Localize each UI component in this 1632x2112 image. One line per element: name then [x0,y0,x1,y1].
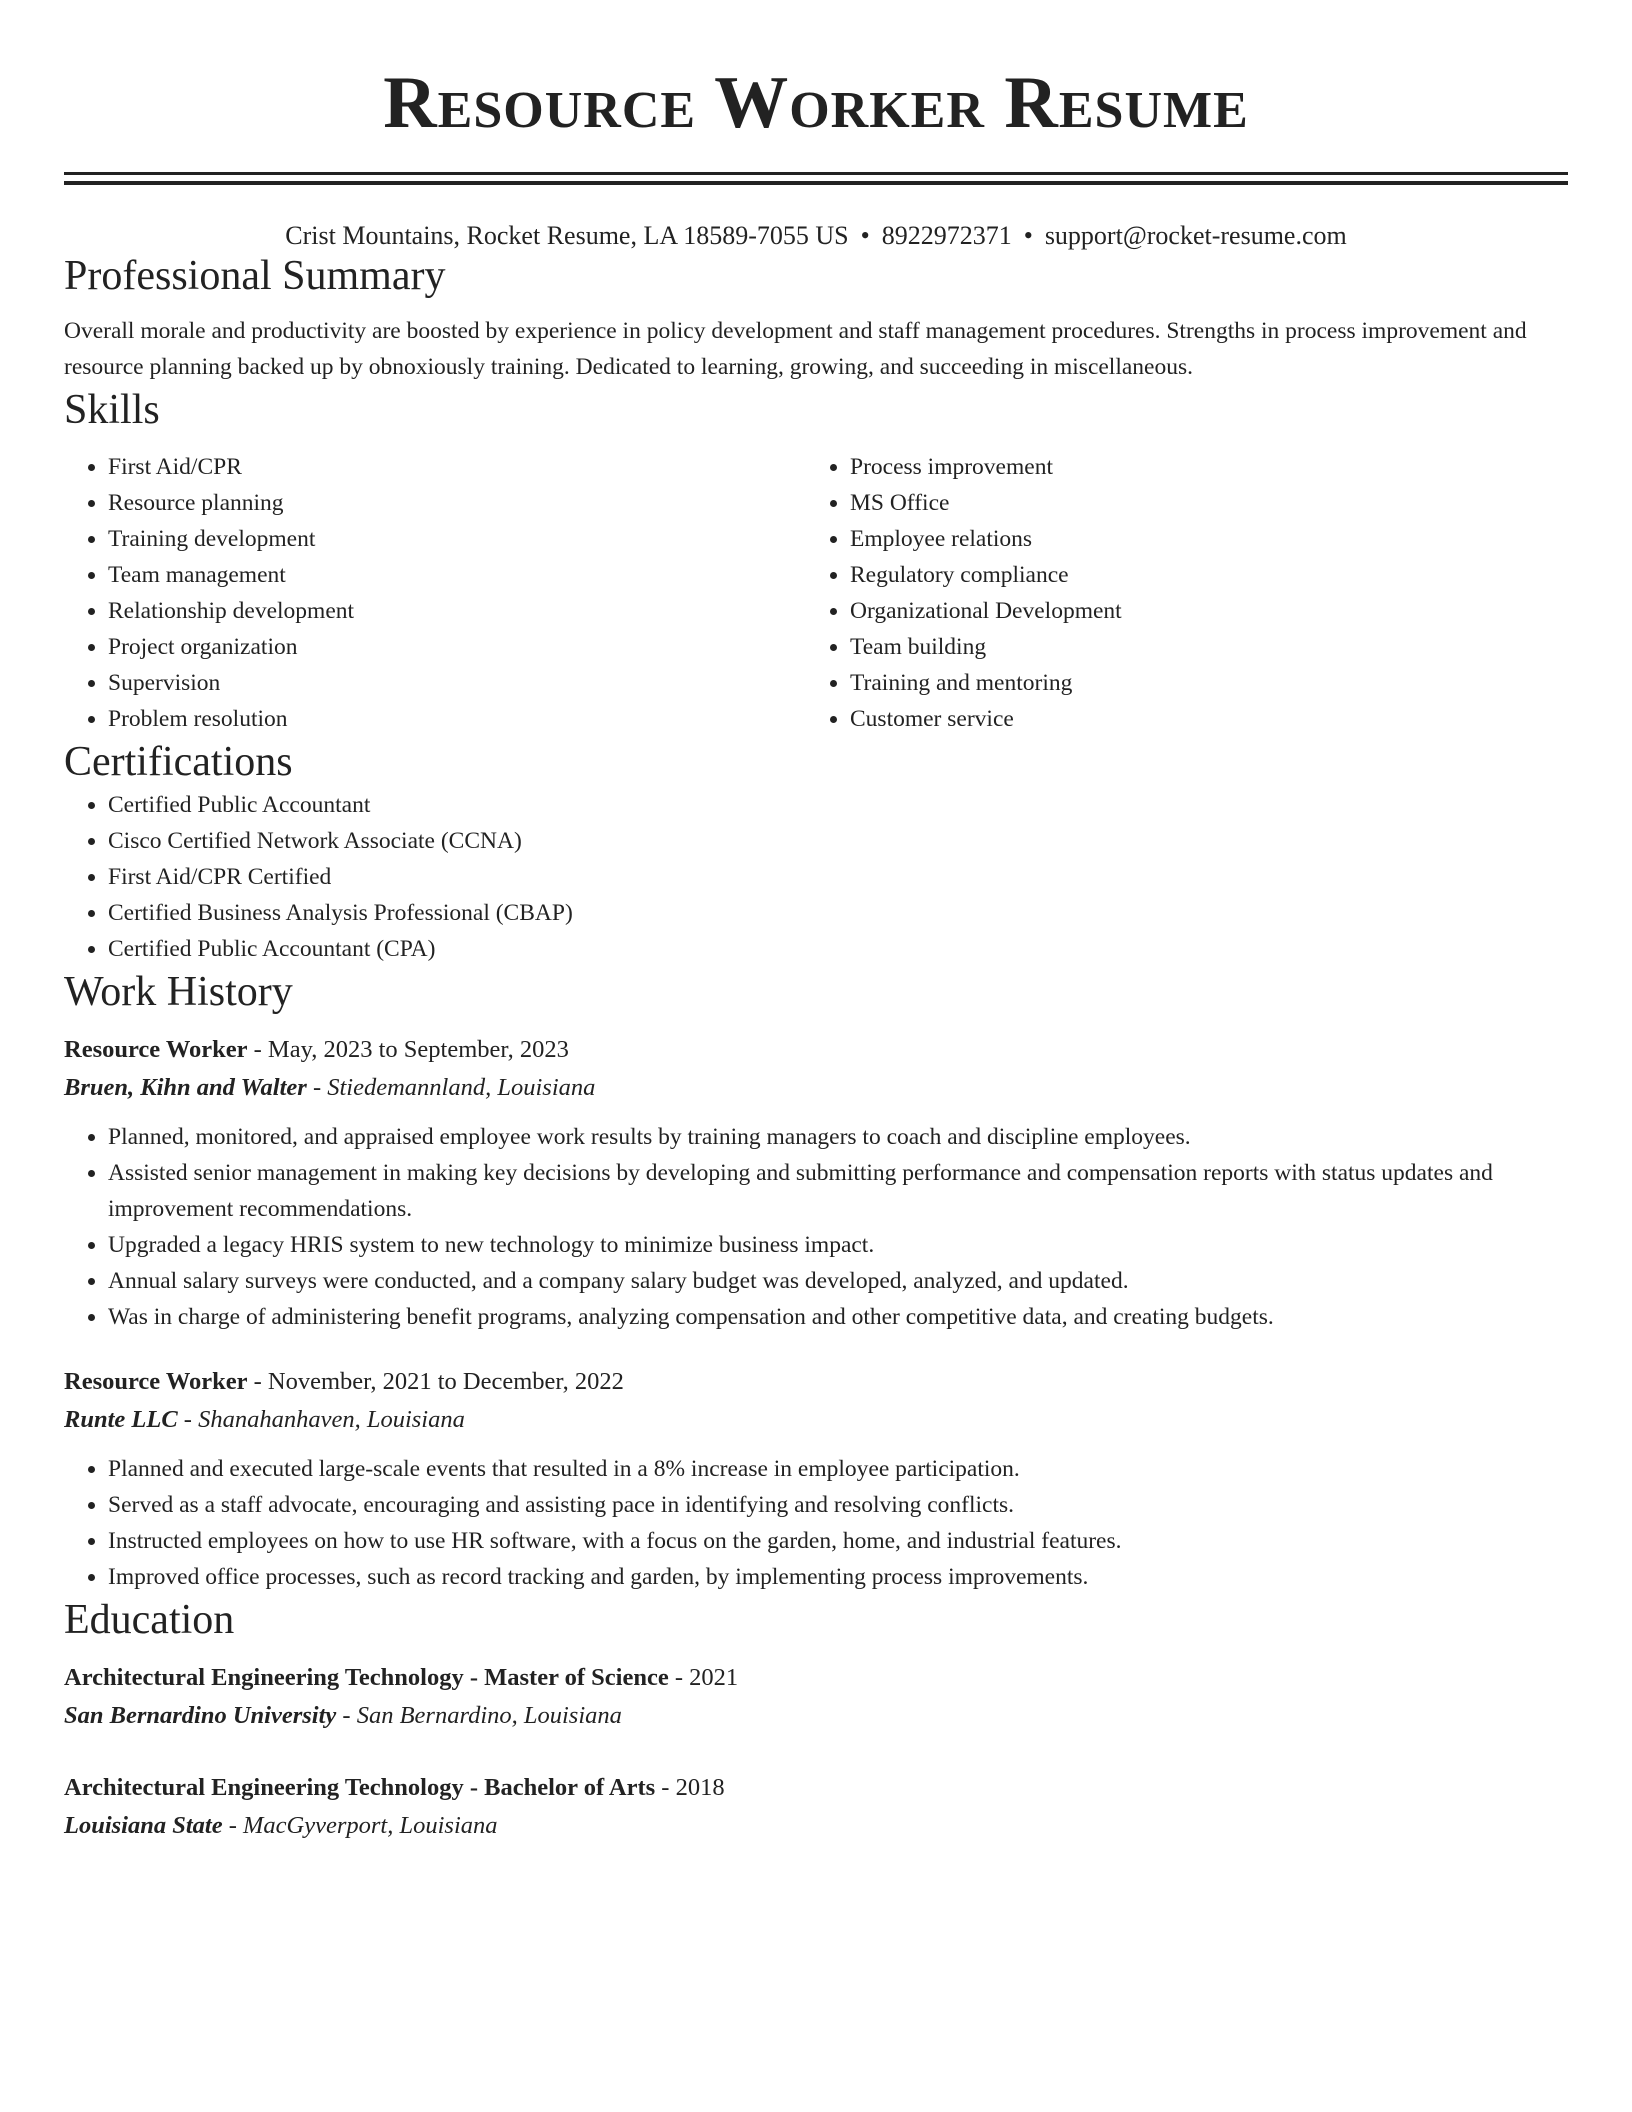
skills-columns [64,449,1568,737]
education-school-line [64,1697,1568,1735]
education-school-line [64,1807,1568,1845]
job-company: Runte LLC [64,1406,178,1433]
job-company-line [64,1069,1568,1107]
job-duties-list [64,1451,1568,1595]
certification-item: • First Aid/CPR Certified [108,859,1568,895]
education-year: - 2018 [655,1774,725,1801]
resume-title: Resource Worker Resume [383,62,1249,144]
contact-separator: • [860,221,870,250]
job-duty: • Annual salary surveys were conducted, and a company salary budget was developed, analyzed, and updated. [108,1263,1568,1299]
education-year: - 2021 [668,1664,739,1691]
job-duty: • Planned, monitored, and appraised employee work results by training managers to coach and discipline employees. [108,1119,1568,1155]
education-degree: Architectural Engineering Technology - Master of Science [64,1664,669,1691]
skill-item: • Training and mentoring [850,665,1122,701]
job-duty: • Served as a staff advocate, encouraging and assisting pace in identifying and resolving conflicts. [108,1487,1568,1523]
contact-line [64,221,1568,251]
job-location: - Shanahanhaven, Louisiana [177,1406,465,1433]
skill-item: • First Aid/CPR [108,449,806,485]
skill-item: • Project organization [108,629,806,665]
education-degree: Architectural Engineering Technology - Bachelor of Arts [64,1774,656,1801]
skill-item: • Relationship development [108,593,806,629]
skill-item: • MS Office [850,485,1122,521]
job-location: - Stiedemannland, Louisiana [306,1074,596,1101]
skill-item: • Problem resolution [108,701,806,737]
job-entry [64,1363,1568,1595]
job-dates: - November, 2021 to December, 2022 [247,1368,624,1395]
job-duty: • Planned and executed large-scale events that resulted in a 8% increase in employee participation. [108,1451,1568,1487]
title-rule-bottom [64,181,1568,185]
job-title-line [64,1363,1568,1401]
certifications-heading: Certifications [64,739,293,785]
education-location: - San Bernardino, Louisiana [336,1702,622,1729]
job-duty: • Improved office processes, such as record tracking and garden, by implementing process improvements. [108,1559,1568,1595]
education-entry [64,1769,1568,1845]
education-heading: Education [64,1597,235,1643]
skill-item: • Team management [108,557,806,593]
education-degree-line [64,1659,1568,1697]
job-dates: - May, 2023 to September, 2023 [247,1036,569,1063]
job-title: Resource Worker [64,1368,248,1395]
job-duties-list [64,1119,1568,1335]
summary-heading: Professional Summary [64,253,446,299]
job-company: Bruen, Kihn and Walter [64,1074,307,1101]
job-duty: • Assisted senior management in making key decisions by developing and submitting performance and compensation reports with status updates and improvement recommendations. [108,1155,1568,1227]
job-title-line [64,1031,1568,1069]
job-duty: • Was in charge of administering benefit programs, analyzing compensation and other competitive data, and creating budgets. [108,1299,1568,1335]
contact-email: support@rocket-resume.com [1044,221,1347,250]
certification-item: • Certified Public Accountant [108,787,1568,823]
skill-item: • Supervision [108,665,806,701]
job-duty: • Upgraded a legacy HRIS system to new technology to minimize business impact. [108,1227,1568,1263]
certification-item: • Cisco Certified Network Associate (CCNA) [108,823,1568,859]
job-duty: • Instructed employees on how to use HR software, with a focus on the garden, home, and industrial features. [108,1523,1568,1559]
skill-item: • Team building [850,629,1122,665]
skill-item: • Customer service [850,701,1122,737]
skill-item: • Organizational Development [850,593,1122,629]
job-title: Resource Worker [64,1036,248,1063]
contact-phone: 8922972371 [881,221,1012,250]
skill-item: • Resource planning [108,485,806,521]
contact-separator: • [1023,221,1033,250]
job-company-line [64,1401,1568,1439]
work-history-heading: Work History [64,969,293,1015]
summary-text: Overall morale and productivity are boosted by experience in policy development and staff management procedures. Strengths in process improvement and resource planning backed up by obnoxiously training. Dedicated to learning, growing, and succeeding in miscellaneous. [64,318,1527,380]
skill-item: • Employee relations [850,521,1122,557]
skills-column-right [806,449,1122,737]
certifications-list [64,787,1568,967]
education-school: Louisiana State [64,1812,223,1839]
certification-item: • Certified Public Accountant (CPA) [108,931,1568,967]
skill-item: • Process improvement [850,449,1122,485]
job-entry [64,1031,1568,1335]
education-entry [64,1659,1568,1735]
education-location: - MacGyverport, Louisiana [222,1812,498,1839]
skill-item: • Training development [108,521,806,557]
education-school: San Bernardino University [64,1702,337,1729]
skill-item: • Regulatory compliance [850,557,1122,593]
certification-item: • Certified Business Analysis Professional (CBAP) [108,895,1568,931]
skills-heading: Skills [64,387,160,433]
education-degree-line [64,1769,1568,1807]
skills-column-left [64,449,806,737]
contact-address: Crist Mountains, Rocket Resume, LA 18589-7055 US [285,221,849,250]
